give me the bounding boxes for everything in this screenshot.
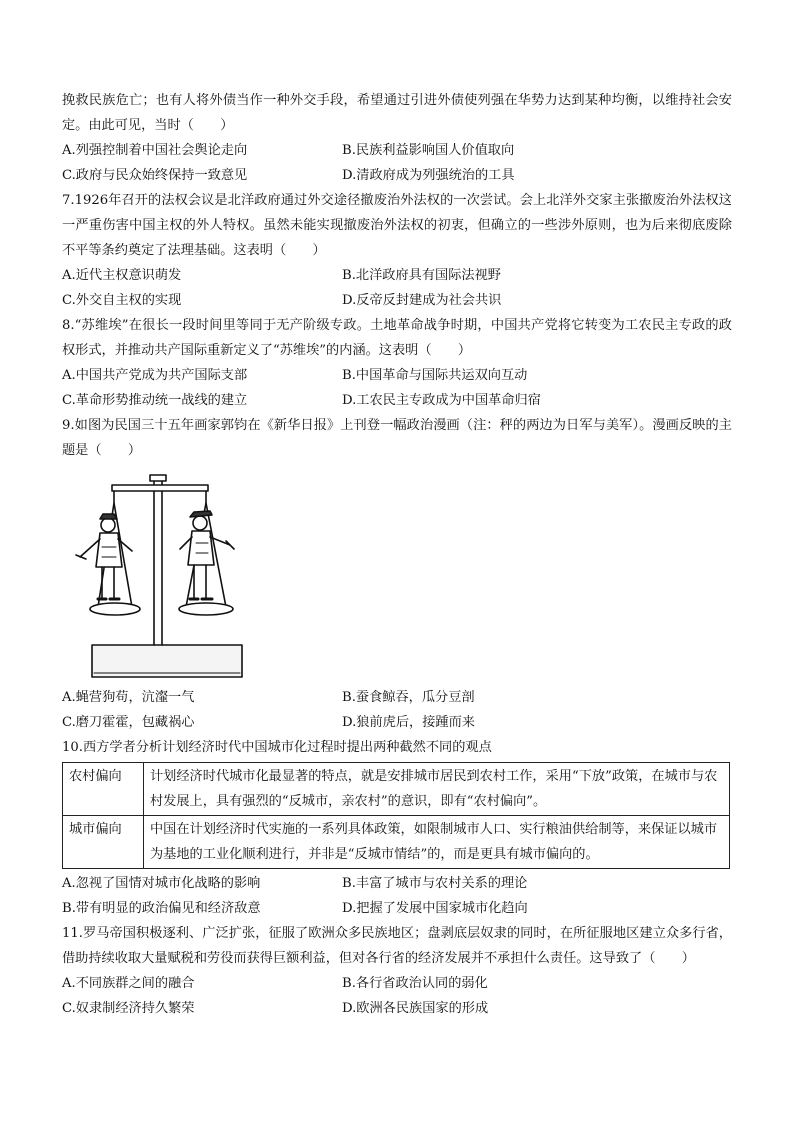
q11-stem: 11.罗马帝国积极逐利、广泛扩张，征服了欧洲众多民族地区；盘剥底层奴隶的同时，在所征服地区建立众多行省，借助持续收取大量赋税和劳役而获得巨额利益，但对各行省的经济发展并不承担什么责任。这导致了（ ） bbox=[62, 926, 732, 966]
exam-page bbox=[62, 88, 732, 1021]
q9-option-d[interactable]: D.狼前虎后，接踵而来 bbox=[342, 715, 475, 730]
view-key: 农村偏向 bbox=[63, 763, 144, 816]
q9-option-a[interactable]: A.蝇营狗苟，沆瀣一气 bbox=[62, 690, 195, 705]
q8-option-d[interactable]: D.工农民主专政成为中国革命归宿 bbox=[342, 393, 541, 408]
q7-option-d[interactable]: D.反帝反封建成为社会共识 bbox=[342, 293, 502, 308]
q11-option-d[interactable]: D.欧洲各民族国家的形成 bbox=[342, 1001, 489, 1016]
q11-options bbox=[62, 971, 732, 1021]
view-text: 中国在计划经济时代实施的一系列具体政策，如限制城市人口、实行粮油供给制等，来保证以城市为基地的工业化顺利进行，并非是“反城市情结”的，而是更具有城市偏向的。 bbox=[144, 816, 730, 869]
view-text: 计划经济时代城市化最显著的特点，就是安排城市居民到农村工作，采用“下放”政策，在城市与农村发展上，具有强烈的“反城市，亲农村”的意识，即有“农村偏向”。 bbox=[144, 763, 730, 816]
q10-options bbox=[62, 871, 732, 921]
q6-option-a[interactable]: A.列强控制着中国社会舆论走向 bbox=[62, 143, 248, 158]
q10-option-a[interactable]: A.忽视了国情对城市化战略的影响 bbox=[62, 876, 261, 891]
q7-option-b[interactable]: B.北洋政府具有国际法视野 bbox=[342, 268, 501, 283]
q6-stem: 挽救民族危亡；也有人将外债当作一种外交手段，希望通过引进外债使列强在华势力达到某种均衡，以维持社会安定。由此可见，当时（ ） bbox=[62, 93, 732, 133]
q9-option-c[interactable]: C.磨刀霍霍，包藏祸心 bbox=[62, 715, 195, 730]
q6-options bbox=[62, 138, 732, 188]
q6-option-c[interactable]: C.政府与民众始终保持一致意见 bbox=[62, 168, 248, 183]
q11-option-c[interactable]: C.奴隶制经济持久繁荣 bbox=[62, 1001, 195, 1016]
q9-options bbox=[62, 685, 732, 735]
q7-stem: 7.1926年召开的法权会议是北洋政府通过外交途径撤废治外法权的一次尝试。会上北洋外交家主张撤废治外法权这一严重伤害中国主权的外人特权。虽然未能实现撤废治外法权的初衷，但确立的一些涉外原则，也为后来彻底废除不平等条约奠定了法理基础。这表明（ ） bbox=[62, 193, 732, 258]
q6-option-d[interactable]: D.清政府成为列强统治的工具 bbox=[342, 168, 515, 183]
table-row bbox=[63, 816, 730, 869]
q8-options bbox=[62, 363, 732, 413]
q8-option-a[interactable]: A.中国共产党成为共产国际支部 bbox=[62, 368, 248, 383]
q8-stem: 8.“苏维埃”在很长一段时间里等同于无产阶级专政。土地革命战争时期，中国共产党将它转变为工农民主专政的政权形式，并推动共产国际重新定义了“苏维埃”的内涵。这表明（ ） bbox=[62, 318, 732, 358]
q6-option-b[interactable]: B.民族利益影响国人价值取向 bbox=[342, 143, 515, 158]
q10-option-c[interactable]: B.带有明显的政治偏见和经济敌意 bbox=[62, 901, 261, 916]
q7-option-a[interactable]: A.近代主权意识萌发 bbox=[62, 268, 182, 283]
q9-stem: 9.如图为民国三十五年画家郭钧在《新华日报》上刊登一幅政治漫画（注：秤的两边为日军与美军）。漫画反映的主题是（ ） bbox=[62, 418, 732, 458]
q8-option-b[interactable]: B.中国革命与国际共运双向互动 bbox=[342, 368, 528, 383]
q7-options bbox=[62, 263, 732, 313]
q9-option-b[interactable]: B.蚕食鲸吞，瓜分豆剖 bbox=[342, 690, 475, 705]
q7-option-c[interactable]: C.外交自主权的实现 bbox=[62, 293, 182, 308]
q8-option-c[interactable]: C.革命形势推动统一战线的建立 bbox=[62, 393, 248, 408]
table-row bbox=[63, 763, 730, 816]
q10-option-b[interactable]: B.丰富了城市与农村关系的理论 bbox=[342, 876, 528, 891]
q11-option-a[interactable]: A.不同族群之间的融合 bbox=[62, 976, 195, 991]
q11-option-b[interactable]: B.各行省政治认同的弱化 bbox=[342, 976, 488, 991]
viewpoints-table bbox=[62, 762, 730, 869]
q10-stem: 10.西方学者分析计划经济时代中国城市化过程时提出两种截然不同的观点 bbox=[62, 740, 492, 755]
balance-scale-cartoon-icon bbox=[62, 467, 252, 679]
view-key: 城市偏向 bbox=[63, 816, 144, 869]
q10-option-d[interactable]: D.把握了发展中国家城市化趋向 bbox=[342, 901, 528, 916]
